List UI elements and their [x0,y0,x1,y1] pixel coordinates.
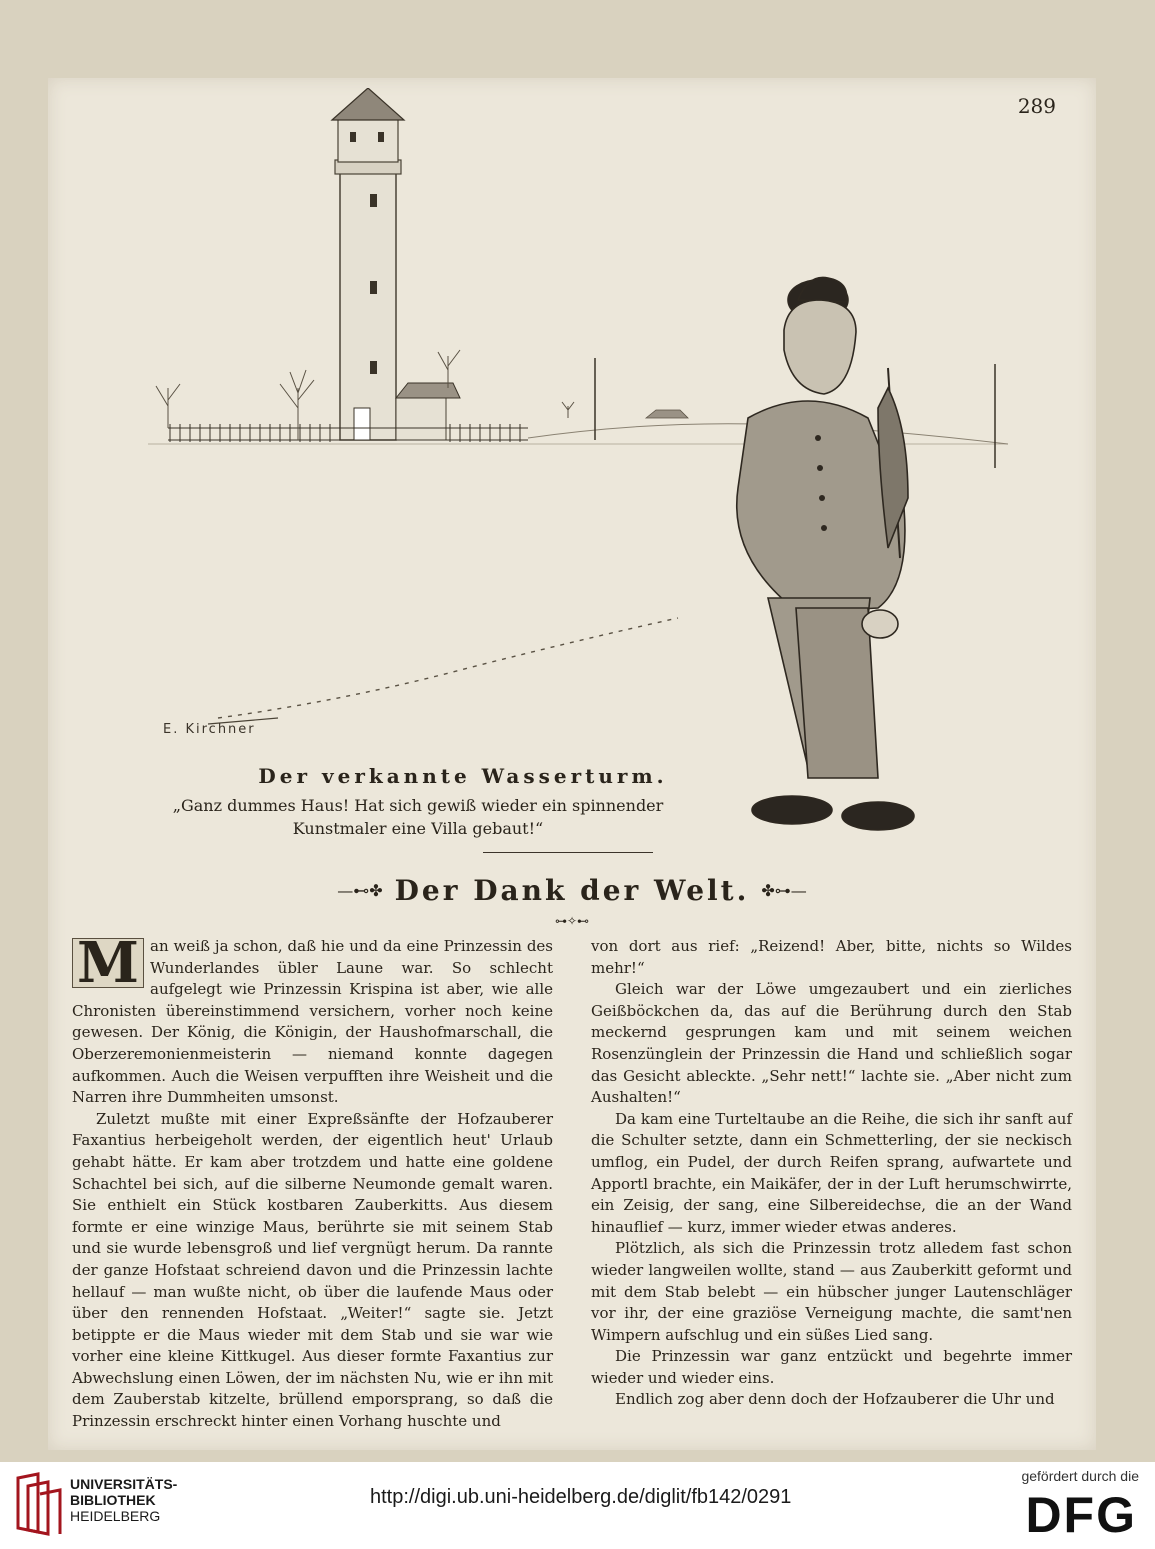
permalink[interactable]: http://digi.ub.uni-heidelberg.de/diglit/fb142/0291 [370,1486,792,1508]
page-number: 289 [1017,94,1056,118]
heading-flourish: ⊶✧⊷ [554,914,590,928]
paragraph: Die Prinzessin war ganz entzückt und begehrte immer wieder und wieder eins. [591,1347,1072,1387]
article-body [72,930,1072,1436]
paragraph: M an weiß ja schon, daß hie und da eine Prinzessin des Wunderlandes übler Laune war. So schlecht aufgelegt wie Prinzessin Krispina ist aber, wie alle Chronisten übereinstimmend versichern, vorher noch keine gewesen. Der König, die Königin, der Haushofmarschall, die Oberzeremonienmeisterin — niemand konnte dagegen aufkommen. Auch die Weisen verpufften ihre Weisheit und die Narren ihre Dummheiten umsonst. [72,930,553,1107]
paragraph: von dort aus rief: „Reizend! Aber, bitte, nichts so Wildes mehr!“ [591,937,1072,977]
document-url-link[interactable] [370,1486,791,1509]
cartoon-title: Der verkannte Wasserturm. [258,764,668,788]
paragraph: Plötzlich, als sich die Prinzessin trotz alledem fast schon wieder langweilen wollte, stand — aus Zauberkitt geformt und mit dem Stab belebt — ein hübscher junger Lautenschläger vor ihr, der eine graziöse Verneigung machte, die samt'nen Wimpern aufschlug und ein süßes Lied sang. [591,1239,1072,1344]
article-heading [48,870,1096,910]
viewer-footer [0,1462,1155,1549]
library-name[interactable]: UNIVERSITÄTS- BIBLIOTHEK HEIDELBERG [70,1476,178,1524]
cartoon-caption: „Ganz dummes Haus! Hat sich gewiß wieder ein spinnender Kunstmaler eine Villa gebaut!“ [172,796,664,838]
right-column [591,936,1072,1436]
heading-ornament-left: —⊷✤ [337,880,383,900]
left-column [72,930,553,1436]
paragraph: Zuletzt mußte mit einer Expreßsänfte der Hofzauberer Faxantius herbeigeholt werden, der eigentlich heut' Urlaub gehabt hätte. Er kam aber trotzdem und hatte eine goldene Schachtel bei sich, auf die silberne Neumonde gemalt waren. Sie enthielt ein Stück kostbaren Zauberkitts. Aus diesem formte er eine winzige Maus, berührte sie mit seinem Stab und sie wurde lebensgroß und lief vergnügt herum. Da rannte der ganze Hofstaat schreiend davon und die Prinzessin lachte hellauf — man wußte nicht, ob über die laufende Maus oder über den rennenden Hofstaat. „Weiter!“ sagte sie. Jetzt betippte er die Maus wieder mit dem Stab und sie war wie vorher eine kleine Kittkugel. Aus dieser formte Faxantius zur Abwechslung einen Löwen, der im nächsten Nu, wie er ihn mit dem Zauberstab kitzelte, brüllend emporsprang, so daß die Prinzessin erschreckt hinter einen Vorhang huschte und [72,1109,553,1431]
cartoon-illustration [108,88,1028,858]
drop-cap: M [72,938,144,988]
heading-ornament-right: ✤⊶— [761,880,807,900]
funded-by-label: gefördert durch die [1021,1468,1139,1484]
paragraph: Endlich zog aber denn doch der Hofzauberer die Uhr und [615,1390,1055,1409]
dfg-logo[interactable]: DFG [1025,1487,1137,1543]
magazine-page [48,78,1096,1450]
caption-divider [483,852,653,853]
paragraph: Da kam eine Turteltaube an die Reihe, die sich ihr sanft auf die Schulter setzte, dann ein Schmetterling, der sie neckisch umflog, ein Pudel, der durch Reifen sprang, aufwartete und Apportl brachte, ein Maikäfer, der in der Luft herumschwirrte, ein Zeisig, der sang, eine Silbereidechse, die an der Wand hinauflief — kurz, immer wieder etwas anderes. [591,1109,1072,1236]
paragraph: Gleich war der Löwe umgezaubert und ein zierliches Geißböckchen da, das auf die Berührung durch den Stab meckernd gesprungen kam und mit seinem weichen Rosenzünglein der Prinzessin die Hand und schließlich sogar das Gesicht ableckte. „Sehr nett!“ lachte sie. „Aber nicht zum Aushalten!“ [591,980,1072,1107]
artist-signature: E. Kirchner [163,722,256,737]
university-library-logo-icon[interactable] [14,1472,64,1536]
article-title: Der Dank der Welt. [394,873,750,907]
